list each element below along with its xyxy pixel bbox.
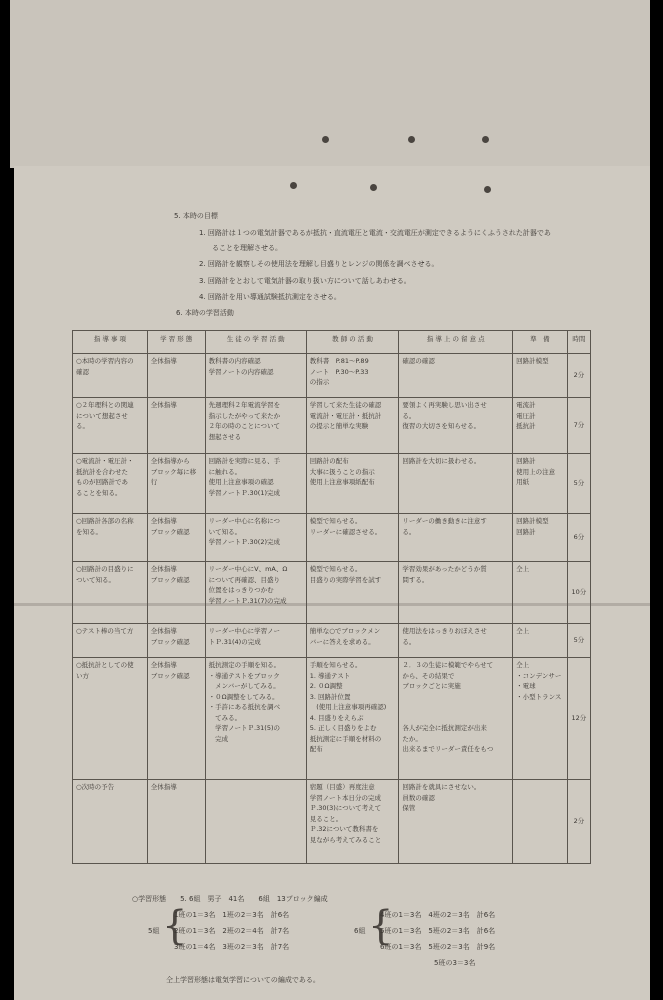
prep-cell: 回路計模型 回路計 [513, 514, 568, 562]
form-cell: 全体指導 ブロック確認 [147, 562, 205, 624]
item-cell: ○回路計各部の名称 を知る。 [73, 514, 148, 562]
document-page [14, 166, 650, 1000]
item-cell: ○回路計の目盛りに ついて知る。 [73, 562, 148, 624]
form-cell: 全体指導 ブロック確認 [147, 514, 205, 562]
item-cell: ○テスト棒の当て方 [73, 624, 148, 658]
item-cell: ○次時の予告 [73, 780, 148, 864]
prep-cell: 仝上 [513, 624, 568, 658]
student-cell [205, 780, 306, 864]
item-cell: ○抵抗計としての使 い方 [73, 658, 148, 780]
table-row [73, 398, 591, 454]
note-cell: 使用法をはっきりおぼえさせ る。 [399, 624, 513, 658]
prep-cell: 電流計 電圧計 抵抗計 [513, 398, 568, 454]
item-cell: ○本時の学習内容の 確認 [73, 354, 148, 398]
teacher-cell: 宿題（目盛）再度注意 学習ノート本日分の完成 Ｐ.30(3)について考えて 見ること。 Ｐ.32について教科書を 見ながら考えてみること [306, 780, 399, 864]
class5-row: 2班の1＝3名 2班の2＝4名 計7名 [174, 927, 290, 935]
table-row [73, 624, 591, 658]
header-cell: 準 備 [513, 331, 568, 354]
goal-line: 1. 回路計は１つの電気計器であるが抵抗・直流電圧と電流・交流電圧が測定できるようにくふうされた計器であ [199, 229, 551, 237]
header-cell: 指 導 事 項 [73, 331, 148, 354]
header-cell: 指 導 上 の 留 意 点 [399, 331, 513, 354]
time-cell: 6分 [567, 514, 590, 562]
time-cell: 2分 [567, 354, 590, 398]
activity-heading: 6. 本時の学習活動 [176, 309, 234, 317]
goals-heading: 5. 本時の目標 [174, 212, 218, 220]
binding-hole [484, 186, 491, 193]
table-row [73, 562, 591, 624]
brace-icon: { [368, 903, 394, 949]
binding-hole [370, 184, 377, 191]
time-cell: 12分 [567, 658, 590, 780]
binding-hole [482, 136, 489, 143]
student-cell: リーダー中心に学習ノー トＰ.31(4)の完成 [205, 624, 306, 658]
class6-row: 6班の1＝3名 5班の2＝3名 計9名 [380, 943, 496, 951]
teacher-cell: 学習して来た生徒の確認 電流計・電圧計・抵抗計 の提示と簡単な実験 [306, 398, 399, 454]
form-cell: 全体指導 [147, 398, 205, 454]
note-cell: 回路計を大切に扱わせる。 [399, 454, 513, 514]
student-cell: 教科書の内容確認 学習ノートの内容確認 [205, 354, 306, 398]
prep-cell: 回路計模型 [513, 354, 568, 398]
binding-hole [290, 182, 297, 189]
student-cell: 回路計を実際に見る、手 に触れる。 使用上注意事項の確認 学習ノートＰ.30(1)完成 [205, 454, 306, 514]
table-header-row [73, 331, 591, 354]
form-cell: 全体指導から ブロック毎に移 行 [147, 454, 205, 514]
note-cell: 要領よく再実験し思い出させ る。 復習の大切さを知らせる。 [399, 398, 513, 454]
time-cell: 10分 [567, 562, 590, 624]
student-cell: リーダー中心にV、mA、Ω について再確認、目盛り 位置をはっきりつかむ 学習ノートＰ.31(7)の完成 [205, 562, 306, 624]
teacher-cell: 簡単な○でブロックメン バーに答えを求める。 [306, 624, 399, 658]
item-cell: ○２年理科との関連 について想起させ る。 [73, 398, 148, 454]
item-cell: ○電流計・電圧計・ 抵抗計を合わせた ものが回路計であ ることを知る。 [73, 454, 148, 514]
time-cell: 2分 [567, 780, 590, 864]
class6-label: 6組 [354, 927, 366, 935]
goal-line: 4. 回路計を用い導通試験抵抗測定をさせる。 [199, 293, 341, 301]
table-row [73, 354, 591, 398]
class5-row: 3班の1＝4名 3班の2＝3名 計7名 [174, 943, 290, 951]
goal-line: 3. 回路計をとおして電気計器の取り扱い方について話しあわせる。 [199, 277, 411, 285]
table-row [73, 658, 591, 780]
form-summary: ○学習形態 5. 6組 男子 41名 6組 13ブロック編成 [132, 895, 328, 903]
binding-hole [408, 136, 415, 143]
time-cell: 7分 [567, 398, 590, 454]
top-page [10, 0, 650, 168]
class5-label: 5組 [148, 927, 160, 935]
prep-cell: 回路計 使用上の注意 用紙 [513, 454, 568, 514]
prep-cell [513, 780, 568, 864]
teacher-cell: 模型で知らせる。 リーダーに確認させる。 [306, 514, 399, 562]
prep-cell: 仝上 ・コンデンサー ・電球 ・小型トランス [513, 658, 568, 780]
note-cell: ２．３の生徒に模範でやらせて から、その結果で ブロックごとに実施 各人が完全に抵抗測定が出来 たか。 出来るまでリーダー責任をもつ [399, 658, 513, 780]
form-cell: 全体指導 ブロック確認 [147, 658, 205, 780]
class6-row: 4班の1＝3名 4班の2＝3名 計6名 [380, 911, 496, 919]
form-cell: 全体指導 [147, 354, 205, 398]
binding-hole [322, 136, 329, 143]
brace-icon: { [162, 903, 188, 949]
teacher-cell: 手順を知らせる。 1. 導通テスト 2. ０Ω調整 3. 回路計位置 (使用上注意事項再確認) 4. 目盛りをえらぶ 5. 正しく目盛りをよむ 抵抗測定に手順を材料の 配布 [306, 658, 399, 780]
note-cell: リーダーの働き動きに注意す る。 [399, 514, 513, 562]
time-cell: 5分 [567, 454, 590, 514]
teacher-cell: 模型で知らせる。 目盛りの実際学習を試す [306, 562, 399, 624]
class5-row: 1班の1＝3名 1班の2＝3名 計6名 [174, 911, 290, 919]
teacher-cell: 教科書 P.81〜P.89 ノート P.30〜P.33 の指示 [306, 354, 399, 398]
student-cell: 抵抗測定の手順を知る。 ・導通テストをブロック メンバーがしてみる。 ・０Ω調整をしてみる。 ・手許にある抵抗を調べ てみる。 学習ノートＰ.31(5)の 完成 [205, 658, 306, 780]
student-cell: 先週理科２年電流学習を 指示したがやって来たか ２年の時のことについて 想起させる [205, 398, 306, 454]
time-cell: 5分 [567, 624, 590, 658]
table-row [73, 454, 591, 514]
header-cell: 学 習 形 態 [147, 331, 205, 354]
note-cell: 学習効果があったかどうか質 問する。 [399, 562, 513, 624]
header-cell: 教 師 の 活 動 [306, 331, 399, 354]
table-row [73, 514, 591, 562]
student-cell: リーダー中心に名称につ いて知る。 学習ノートＰ.30(2)完成 [205, 514, 306, 562]
goal-line: ることを理解させる。 [212, 244, 282, 252]
note-cell: 回路計を就具にさせない。 員数の確認 保管 [399, 780, 513, 864]
note-cell: 確認の確認 [399, 354, 513, 398]
class6-row: 5班の3＝3名 [434, 959, 476, 967]
header-cell: 時間 [567, 331, 590, 354]
form-cell: 全体指導 [147, 780, 205, 864]
lesson-plan-table [72, 330, 591, 864]
table-row [73, 780, 591, 864]
form-note: 仝上学習形態は電気学習についての編成である。 [166, 976, 320, 984]
teacher-cell: 回路計の配布 大事に扱うことの指示 使用上注意事項紙配布 [306, 454, 399, 514]
header-cell: 生 徒 の 学 習 活 動 [205, 331, 306, 354]
prep-cell: 仝上 [513, 562, 568, 624]
form-cell: 全体指導 ブロック確認 [147, 624, 205, 658]
goal-line: 2. 回路計を観察しその使用法を理解し目盛りとレンジの関係を調べさせる。 [199, 260, 439, 268]
class6-row: 5班の1＝3名 5班の2＝3名 計6名 [380, 927, 496, 935]
